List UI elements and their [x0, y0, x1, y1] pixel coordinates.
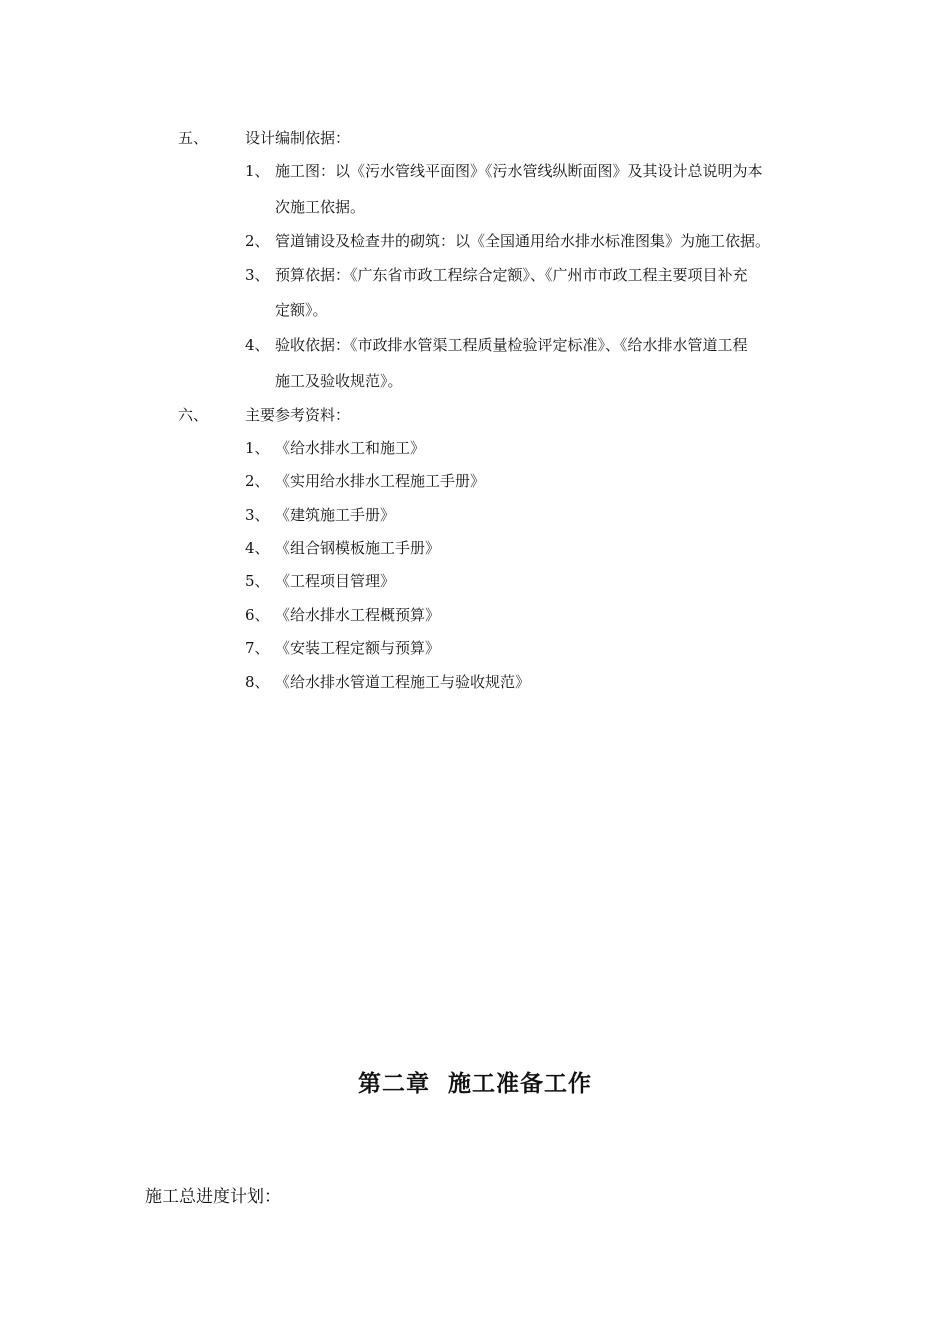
section5-item-3 — [245, 265, 815, 285]
item-number: 2、 — [245, 232, 270, 250]
item-number: 6、 — [245, 606, 270, 624]
section5-item-3-continued: 定额》。 — [275, 301, 328, 319]
item-text: 《组合钢模板施工手册》 — [275, 539, 441, 557]
section5-item-4-continued: 施工及验收规范》。 — [275, 372, 403, 390]
section5-item-2 — [245, 231, 815, 251]
item-text: 《工程项目管理》 — [275, 572, 396, 590]
reference-item — [245, 538, 815, 558]
section5-item-4 — [245, 335, 815, 355]
item-number: 5、 — [245, 572, 270, 590]
item-number: 3、 — [245, 506, 270, 524]
reference-item — [245, 638, 815, 658]
item-number: 1、 — [245, 162, 270, 180]
section6-number: 六、 — [178, 406, 209, 424]
reference-item — [245, 605, 815, 625]
reference-item — [245, 672, 815, 692]
item-text: 《给水排水管道工程施工与验收规范》 — [275, 673, 531, 691]
section5-number: 五、 — [178, 129, 209, 147]
item-number: 3、 — [245, 266, 270, 284]
item-text: 《给水排水工程概预算》 — [275, 606, 441, 624]
reference-item — [245, 471, 815, 491]
item-number: 4、 — [245, 336, 270, 354]
reference-item — [245, 505, 815, 525]
section5-title: 设计编制依据： — [245, 129, 351, 147]
item-number: 2、 — [245, 472, 270, 490]
reference-item — [245, 571, 815, 591]
item-number: 1、 — [245, 439, 270, 457]
item-number: 4、 — [245, 539, 270, 557]
chapter-title: 第二章 施工准备工作 — [357, 1070, 592, 1097]
item-text: 《给水排水工和施工》 — [275, 439, 426, 457]
reference-item — [245, 438, 815, 458]
item-text: 管道铺设及检查井的砌筑：以《全国通用给水排水标准图集》为施工依据。 — [275, 232, 771, 250]
item-text: 验收依据：《市政排水管渠工程质量检验评定标准》、《给水排水管道工程 — [275, 336, 748, 354]
item-text: 《实用给水排水工程施工手册》 — [275, 472, 486, 490]
item-number: 8、 — [245, 673, 270, 691]
item-text: 《安装工程定额与预算》 — [275, 639, 441, 657]
item-number: 7、 — [245, 639, 270, 657]
item-text: 预算依据：《广东省市政工程综合定额》、《广州市市政工程主要项目补充 — [275, 266, 748, 284]
section5-item-1 — [245, 161, 815, 181]
item-text: 施工图：以《污水管线平面图》《污水管线纵断面图》及其设计总说明为本 — [275, 162, 763, 180]
item-text: 《建筑施工手册》 — [275, 506, 396, 524]
section5-item-1-continued: 次施工依据。 — [275, 198, 366, 216]
section6-title: 主要参考资料： — [245, 406, 351, 424]
schedule-heading: 施工总进度计划： — [145, 1187, 281, 1207]
